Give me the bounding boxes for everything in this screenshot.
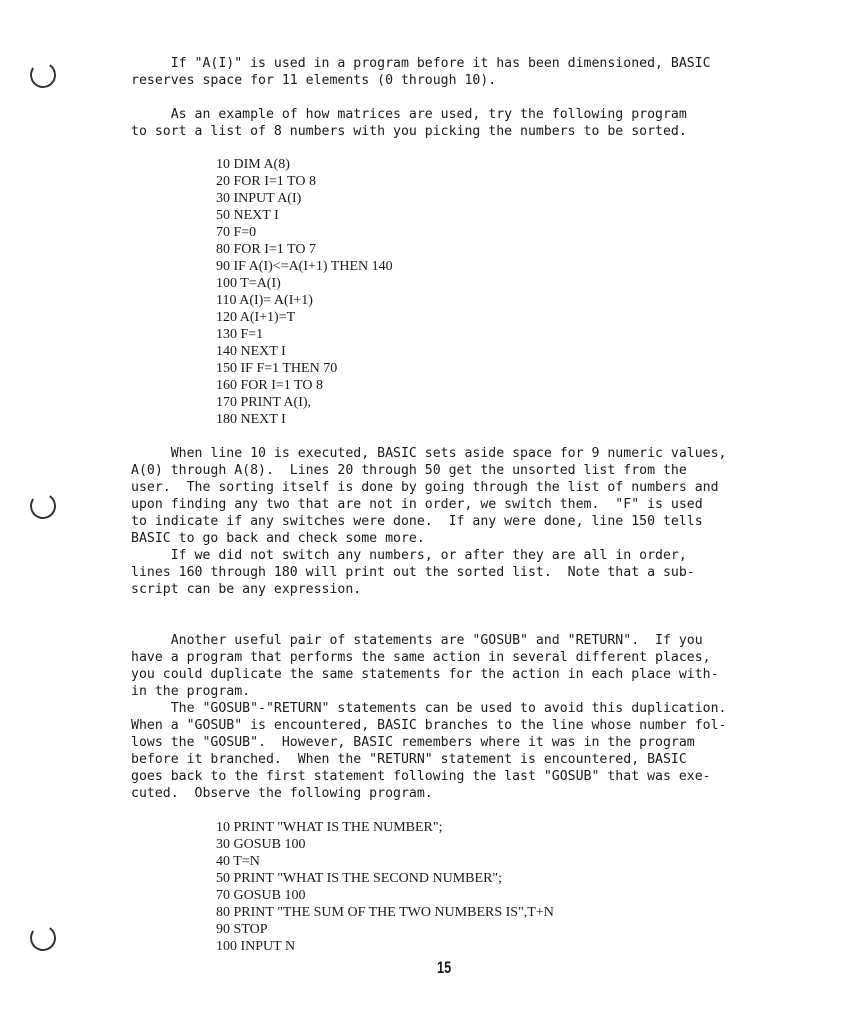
text-line: lows the "GOSUB". However, BASIC remembers where it was in the program (131, 735, 695, 750)
paragraph-gosub-explanation (131, 632, 771, 802)
text-line: cuted. Observe the following program. (131, 786, 433, 801)
text-line: A(0) through A(8). Lines 20 through 50 get the unsorted list from the (131, 463, 687, 478)
text-line: If we did not switch any numbers, or after they are all in order, (131, 548, 687, 563)
text-line: before it branched. When the "RETURN" statement is encountered, BASIC (131, 752, 687, 767)
code-line: 130 F=1 (216, 327, 264, 342)
text-line: As an example of how matrices are used, try the following program (131, 107, 687, 122)
text-line: in the program. (131, 684, 251, 699)
code-line: 20 FOR I=1 TO 8 (216, 174, 316, 189)
code-line: 100 INPUT N (216, 939, 296, 954)
text-line: When a "GOSUB" is encountered, BASIC branches to the line whose number fol- (131, 718, 727, 733)
binder-hole-middle (28, 491, 58, 521)
text-line: If "A(I)" is used in a program before it has been dimensioned, BASIC (131, 56, 711, 71)
code-line: 40 T=N (216, 854, 260, 869)
sort-program-listing (216, 156, 393, 428)
code-line: 180 NEXT I (216, 412, 286, 427)
code-line: 70 F=0 (216, 225, 257, 240)
code-line: 170 PRINT A(I), (216, 395, 312, 410)
code-line: 50 PRINT "WHAT IS THE SECOND NUMBER"; (216, 871, 503, 886)
code-line: 70 GOSUB 100 (216, 888, 306, 903)
code-line: 90 IF A(I)<=A(I+1) THEN 140 (216, 259, 393, 274)
text-line: Another useful pair of statements are "GOSUB" and "RETURN". If you (131, 633, 703, 648)
code-line: 30 INPUT A(I) (216, 191, 302, 206)
binder-hole-bottom (28, 923, 58, 953)
text-line: BASIC to go back and check some more. (131, 531, 425, 546)
code-line: 80 FOR I=1 TO 7 (216, 242, 316, 257)
text-line: lines 160 through 180 will print out the sorted list. Note that a sub- (131, 565, 695, 580)
paragraph-sort-intro (131, 106, 771, 140)
code-line: 30 GOSUB 100 (216, 837, 306, 852)
binder-hole-top (28, 60, 58, 90)
text-line: to indicate if any switches were done. If any were done, line 150 tells (131, 514, 703, 529)
code-line: 140 NEXT I (216, 344, 286, 359)
text-line: have a program that performs the same action in several different places, (131, 650, 711, 665)
text-line: reserves space for 11 elements (0 through 10). (131, 73, 497, 88)
code-line: 120 A(I+1)=T (216, 310, 296, 325)
page-number: 15 (437, 958, 452, 977)
code-line: 90 STOP (216, 922, 268, 937)
code-line: 10 DIM A(8) (216, 157, 290, 172)
text-line: to sort a list of 8 numbers with you picking the numbers to be sorted. (131, 124, 687, 139)
text-line: upon finding any two that are not in order, we switch them. "F" is used (131, 497, 703, 512)
text-line: When line 10 is executed, BASIC sets aside space for 9 numeric values, (131, 446, 727, 461)
text-line: you could duplicate the same statements for the action in each place with- (131, 667, 719, 682)
code-line: 10 PRINT "WHAT IS THE NUMBER"; (216, 820, 443, 835)
code-line: 50 NEXT I (216, 208, 279, 223)
gosub-program-listing (216, 819, 554, 955)
code-line: 160 FOR I=1 TO 8 (216, 378, 323, 393)
text-line: goes back to the first statement following the last "GOSUB" that was exe- (131, 769, 711, 784)
text-line: script can be any expression. (131, 582, 362, 597)
text-line: user. The sorting itself is done by going through the list of numbers and (131, 480, 719, 495)
code-line: 150 IF F=1 THEN 70 (216, 361, 338, 376)
code-line: 100 T=A(I) (216, 276, 281, 291)
text-line: The "GOSUB"-"RETURN" statements can be used to avoid this duplication. (131, 701, 727, 716)
paragraph-dimension-note (131, 55, 771, 89)
code-line: 80 PRINT "THE SUM OF THE TWO NUMBERS IS",T+N (216, 905, 554, 920)
paragraph-sort-explanation (131, 445, 771, 598)
code-line: 110 A(I)= A(I+1) (216, 293, 313, 308)
